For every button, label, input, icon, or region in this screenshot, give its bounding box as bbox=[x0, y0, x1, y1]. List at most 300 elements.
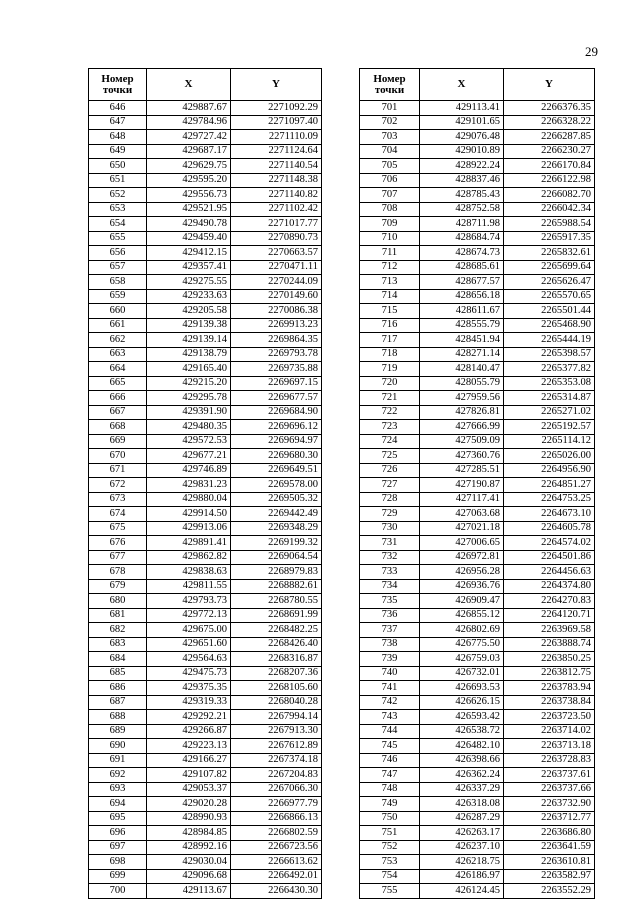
cell-y: 2270663.57 bbox=[231, 246, 322, 261]
table-row bbox=[360, 275, 595, 290]
cell-x: 426287.29 bbox=[420, 811, 504, 826]
cell-y: 2269694.97 bbox=[231, 434, 322, 449]
cell-x: 429914.50 bbox=[147, 507, 231, 522]
cell-y: 2267913.30 bbox=[231, 724, 322, 739]
cell-x: 428684.74 bbox=[420, 231, 504, 246]
table-row bbox=[89, 565, 322, 580]
cell-point-number: 690 bbox=[89, 739, 147, 754]
table-row bbox=[360, 695, 595, 710]
cell-y: 2267612.89 bbox=[231, 739, 322, 754]
cell-point-number: 698 bbox=[89, 855, 147, 870]
table-row bbox=[89, 507, 322, 522]
cell-y: 2267374.18 bbox=[231, 753, 322, 768]
cell-x: 428055.79 bbox=[420, 376, 504, 391]
table-row bbox=[360, 246, 595, 261]
cell-point-number: 739 bbox=[360, 652, 420, 667]
table-row bbox=[360, 753, 595, 768]
cell-point-number: 687 bbox=[89, 695, 147, 710]
cell-y: 2266977.79 bbox=[231, 797, 322, 812]
cell-y: 2271110.09 bbox=[231, 130, 322, 145]
cell-y: 2264956.90 bbox=[504, 463, 595, 478]
header-x: X bbox=[147, 69, 231, 101]
table-row bbox=[89, 695, 322, 710]
cell-point-number: 654 bbox=[89, 217, 147, 232]
cell-y: 2269680.30 bbox=[231, 449, 322, 464]
cell-point-number: 721 bbox=[360, 391, 420, 406]
table-row bbox=[89, 579, 322, 594]
table-row bbox=[89, 826, 322, 841]
cell-x: 426362.24 bbox=[420, 768, 504, 783]
cell-point-number: 725 bbox=[360, 449, 420, 464]
cell-x: 427063.68 bbox=[420, 507, 504, 522]
table-row bbox=[89, 202, 322, 217]
table-row bbox=[360, 202, 595, 217]
table-row bbox=[89, 159, 322, 174]
table-row bbox=[360, 492, 595, 507]
cell-x: 428752.58 bbox=[420, 202, 504, 217]
cell-point-number: 737 bbox=[360, 623, 420, 638]
cell-x: 428674.73 bbox=[420, 246, 504, 261]
cell-point-number: 752 bbox=[360, 840, 420, 855]
cell-x: 426124.45 bbox=[420, 884, 504, 899]
cell-x: 427021.18 bbox=[420, 521, 504, 536]
table-row bbox=[360, 333, 595, 348]
cell-y: 2264673.10 bbox=[504, 507, 595, 522]
cell-point-number: 717 bbox=[360, 333, 420, 348]
cell-y: 2271092.29 bbox=[231, 101, 322, 116]
cell-point-number: 658 bbox=[89, 275, 147, 290]
cell-y: 2264456.63 bbox=[504, 565, 595, 580]
table-row bbox=[89, 492, 322, 507]
table-row bbox=[360, 507, 595, 522]
cell-x: 429233.63 bbox=[147, 289, 231, 304]
cell-point-number: 742 bbox=[360, 695, 420, 710]
cell-y: 2269578.00 bbox=[231, 478, 322, 493]
table-row bbox=[360, 724, 595, 739]
cell-point-number: 732 bbox=[360, 550, 420, 565]
cell-x: 429010.89 bbox=[420, 144, 504, 159]
cell-x: 429139.14 bbox=[147, 333, 231, 348]
cell-y: 2269199.32 bbox=[231, 536, 322, 551]
table-row bbox=[360, 304, 595, 319]
table-row bbox=[89, 144, 322, 159]
cell-x: 428271.14 bbox=[420, 347, 504, 362]
cell-x: 429096.68 bbox=[147, 869, 231, 884]
cell-point-number: 678 bbox=[89, 565, 147, 580]
cell-y: 2264374.80 bbox=[504, 579, 595, 594]
cell-point-number: 669 bbox=[89, 434, 147, 449]
cell-x: 426237.10 bbox=[420, 840, 504, 855]
cell-y: 2269064.54 bbox=[231, 550, 322, 565]
table-row bbox=[89, 347, 322, 362]
cell-point-number: 709 bbox=[360, 217, 420, 232]
cell-x: 429687.17 bbox=[147, 144, 231, 159]
cell-y: 2267204.83 bbox=[231, 768, 322, 783]
cell-x: 429675.00 bbox=[147, 623, 231, 638]
table-row bbox=[360, 594, 595, 609]
cell-y: 2266287.85 bbox=[504, 130, 595, 145]
table-row bbox=[89, 739, 322, 754]
cell-y: 2265501.44 bbox=[504, 304, 595, 319]
cell-point-number: 714 bbox=[360, 289, 420, 304]
cell-y: 2271140.82 bbox=[231, 188, 322, 203]
table-row bbox=[89, 405, 322, 420]
table-row bbox=[360, 768, 595, 783]
cell-point-number: 659 bbox=[89, 289, 147, 304]
table-row bbox=[89, 434, 322, 449]
cell-x: 429651.60 bbox=[147, 637, 231, 652]
cell-y: 2264753.25 bbox=[504, 492, 595, 507]
cell-x: 426775.50 bbox=[420, 637, 504, 652]
cell-x: 429746.89 bbox=[147, 463, 231, 478]
cell-x: 429793.73 bbox=[147, 594, 231, 609]
cell-point-number: 716 bbox=[360, 318, 420, 333]
cell-point-number: 683 bbox=[89, 637, 147, 652]
cell-y: 2266122.98 bbox=[504, 173, 595, 188]
table-row bbox=[360, 420, 595, 435]
cell-x: 428140.47 bbox=[420, 362, 504, 377]
cell-point-number: 663 bbox=[89, 347, 147, 362]
cell-x: 428992.16 bbox=[147, 840, 231, 855]
table-row bbox=[89, 115, 322, 130]
cell-x: 426337.29 bbox=[420, 782, 504, 797]
cell-point-number: 686 bbox=[89, 681, 147, 696]
cell-x: 429887.67 bbox=[147, 101, 231, 116]
cell-y: 2268040.28 bbox=[231, 695, 322, 710]
cell-x: 427360.76 bbox=[420, 449, 504, 464]
table-row bbox=[89, 173, 322, 188]
cell-x: 427666.99 bbox=[420, 420, 504, 435]
cell-x: 429772.13 bbox=[147, 608, 231, 623]
table-row bbox=[89, 724, 322, 739]
table-row bbox=[89, 652, 322, 667]
cell-y: 2265832.61 bbox=[504, 246, 595, 261]
cell-y: 2266723.56 bbox=[231, 840, 322, 855]
cell-point-number: 673 bbox=[89, 492, 147, 507]
cell-x: 427826.81 bbox=[420, 405, 504, 420]
table-row bbox=[89, 637, 322, 652]
cell-y: 2266492.01 bbox=[231, 869, 322, 884]
table-row bbox=[360, 376, 595, 391]
cell-x: 429020.28 bbox=[147, 797, 231, 812]
cell-y: 2271102.42 bbox=[231, 202, 322, 217]
cell-point-number: 704 bbox=[360, 144, 420, 159]
cell-x: 426186.97 bbox=[420, 869, 504, 884]
table-row bbox=[89, 231, 322, 246]
cell-x: 429295.78 bbox=[147, 391, 231, 406]
cell-y: 2268207.36 bbox=[231, 666, 322, 681]
cell-point-number: 679 bbox=[89, 579, 147, 594]
cell-y: 2263713.18 bbox=[504, 739, 595, 754]
cell-x: 429113.41 bbox=[420, 101, 504, 116]
cell-x: 427117.41 bbox=[420, 492, 504, 507]
cell-y: 2269649.51 bbox=[231, 463, 322, 478]
table-row bbox=[360, 231, 595, 246]
cell-x: 426482.10 bbox=[420, 739, 504, 754]
table-row bbox=[89, 304, 322, 319]
cell-x: 426263.17 bbox=[420, 826, 504, 841]
cell-point-number: 661 bbox=[89, 318, 147, 333]
cell-point-number: 713 bbox=[360, 275, 420, 290]
cell-x: 426855.12 bbox=[420, 608, 504, 623]
cell-x: 429572.53 bbox=[147, 434, 231, 449]
cell-point-number: 684 bbox=[89, 652, 147, 667]
cell-y: 2263783.94 bbox=[504, 681, 595, 696]
cell-y: 2266042.34 bbox=[504, 202, 595, 217]
cell-y: 2266613.62 bbox=[231, 855, 322, 870]
cell-x: 429521.95 bbox=[147, 202, 231, 217]
table-row bbox=[89, 550, 322, 565]
cell-point-number: 676 bbox=[89, 536, 147, 551]
cell-point-number: 648 bbox=[89, 130, 147, 145]
cell-y: 2268691.99 bbox=[231, 608, 322, 623]
cell-point-number: 733 bbox=[360, 565, 420, 580]
table-row bbox=[89, 753, 322, 768]
cell-point-number: 668 bbox=[89, 420, 147, 435]
cell-y: 2264574.02 bbox=[504, 536, 595, 551]
table-row bbox=[360, 130, 595, 145]
table-row bbox=[89, 217, 322, 232]
cell-point-number: 728 bbox=[360, 492, 420, 507]
cell-point-number: 712 bbox=[360, 260, 420, 275]
cell-y: 2263888.74 bbox=[504, 637, 595, 652]
cell-x: 429459.40 bbox=[147, 231, 231, 246]
cell-point-number: 664 bbox=[89, 362, 147, 377]
cell-point-number: 697 bbox=[89, 840, 147, 855]
cell-x: 429166.27 bbox=[147, 753, 231, 768]
table-row bbox=[360, 579, 595, 594]
table-row bbox=[360, 101, 595, 116]
table-row bbox=[360, 318, 595, 333]
cell-x: 426626.15 bbox=[420, 695, 504, 710]
table-row bbox=[360, 521, 595, 536]
cell-point-number: 734 bbox=[360, 579, 420, 594]
cell-point-number: 681 bbox=[89, 608, 147, 623]
cell-x: 429595.20 bbox=[147, 173, 231, 188]
cell-x: 429053.37 bbox=[147, 782, 231, 797]
cell-y: 2263641.59 bbox=[504, 840, 595, 855]
cell-y: 2266230.27 bbox=[504, 144, 595, 159]
cell-y: 2268780.55 bbox=[231, 594, 322, 609]
cell-point-number: 743 bbox=[360, 710, 420, 725]
cell-y: 2266376.35 bbox=[504, 101, 595, 116]
table-row bbox=[360, 260, 595, 275]
cell-point-number: 745 bbox=[360, 739, 420, 754]
table-row bbox=[89, 855, 322, 870]
cell-x: 429880.04 bbox=[147, 492, 231, 507]
cell-x: 429784.96 bbox=[147, 115, 231, 130]
cell-x: 429556.73 bbox=[147, 188, 231, 203]
cell-y: 2263737.66 bbox=[504, 782, 595, 797]
cell-point-number: 670 bbox=[89, 449, 147, 464]
cell-point-number: 646 bbox=[89, 101, 147, 116]
cell-x: 429205.58 bbox=[147, 304, 231, 319]
cell-x: 429862.82 bbox=[147, 550, 231, 565]
cell-x: 428656.18 bbox=[420, 289, 504, 304]
cell-y: 2263723.50 bbox=[504, 710, 595, 725]
cell-y: 2271017.77 bbox=[231, 217, 322, 232]
table-row bbox=[89, 594, 322, 609]
table-row bbox=[89, 289, 322, 304]
table-row bbox=[89, 797, 322, 812]
cell-point-number: 666 bbox=[89, 391, 147, 406]
cell-y: 2263582.97 bbox=[504, 869, 595, 884]
cell-point-number: 740 bbox=[360, 666, 420, 681]
cell-y: 2263714.02 bbox=[504, 724, 595, 739]
cell-y: 2266802.59 bbox=[231, 826, 322, 841]
cell-x: 429165.40 bbox=[147, 362, 231, 377]
cell-x: 429677.21 bbox=[147, 449, 231, 464]
cell-x: 426909.47 bbox=[420, 594, 504, 609]
cell-y: 2264501.86 bbox=[504, 550, 595, 565]
cell-y: 2265468.90 bbox=[504, 318, 595, 333]
cell-point-number: 675 bbox=[89, 521, 147, 536]
cell-y: 2265988.54 bbox=[504, 217, 595, 232]
header-point-number: Номер точки bbox=[89, 69, 147, 101]
table-row bbox=[89, 260, 322, 275]
table-body-right bbox=[360, 101, 595, 899]
table-row bbox=[360, 797, 595, 812]
table-row bbox=[89, 101, 322, 116]
cell-y: 2267066.30 bbox=[231, 782, 322, 797]
table-row bbox=[89, 362, 322, 377]
cell-point-number: 699 bbox=[89, 869, 147, 884]
cell-x: 429475.73 bbox=[147, 666, 231, 681]
cell-y: 2269348.29 bbox=[231, 521, 322, 536]
cell-x: 429727.42 bbox=[147, 130, 231, 145]
table-row bbox=[89, 478, 322, 493]
cell-y: 2263732.90 bbox=[504, 797, 595, 812]
table-row bbox=[360, 869, 595, 884]
cell-x: 429292.21 bbox=[147, 710, 231, 725]
cell-x: 426972.81 bbox=[420, 550, 504, 565]
cell-point-number: 738 bbox=[360, 637, 420, 652]
table-row bbox=[360, 434, 595, 449]
table-row bbox=[89, 811, 322, 826]
table-row bbox=[89, 681, 322, 696]
cell-point-number: 691 bbox=[89, 753, 147, 768]
cell-y: 2270244.09 bbox=[231, 275, 322, 290]
cell-y: 2270086.38 bbox=[231, 304, 322, 319]
cell-point-number: 671 bbox=[89, 463, 147, 478]
cell-x: 426759.03 bbox=[420, 652, 504, 667]
table-row bbox=[89, 666, 322, 681]
cell-point-number: 674 bbox=[89, 507, 147, 522]
cell-point-number: 710 bbox=[360, 231, 420, 246]
cell-y: 2269677.57 bbox=[231, 391, 322, 406]
coordinates-table-right bbox=[359, 68, 595, 899]
table-row bbox=[89, 318, 322, 333]
table-body-left bbox=[89, 101, 322, 899]
cell-y: 2269697.15 bbox=[231, 376, 322, 391]
cell-x: 429891.41 bbox=[147, 536, 231, 551]
cell-y: 2263610.81 bbox=[504, 855, 595, 870]
table-row bbox=[360, 362, 595, 377]
table-row bbox=[360, 217, 595, 232]
table-row bbox=[360, 739, 595, 754]
cell-y: 2265917.35 bbox=[504, 231, 595, 246]
cell-y: 2269735.88 bbox=[231, 362, 322, 377]
cell-x: 427190.87 bbox=[420, 478, 504, 493]
cell-x: 426802.69 bbox=[420, 623, 504, 638]
cell-y: 2263969.58 bbox=[504, 623, 595, 638]
cell-x: 429391.90 bbox=[147, 405, 231, 420]
cell-point-number: 718 bbox=[360, 347, 420, 362]
cell-point-number: 685 bbox=[89, 666, 147, 681]
cell-x: 428677.57 bbox=[420, 275, 504, 290]
cell-x: 426318.08 bbox=[420, 797, 504, 812]
cell-y: 2269505.32 bbox=[231, 492, 322, 507]
cell-point-number: 722 bbox=[360, 405, 420, 420]
cell-point-number: 693 bbox=[89, 782, 147, 797]
cell-y: 2268105.60 bbox=[231, 681, 322, 696]
table-header-row bbox=[89, 69, 322, 101]
cell-x: 426956.28 bbox=[420, 565, 504, 580]
cell-x: 426593.42 bbox=[420, 710, 504, 725]
table-row bbox=[89, 521, 322, 536]
cell-point-number: 736 bbox=[360, 608, 420, 623]
cell-point-number: 755 bbox=[360, 884, 420, 899]
cell-point-number: 662 bbox=[89, 333, 147, 348]
cell-x: 429564.63 bbox=[147, 652, 231, 667]
table-row bbox=[360, 159, 595, 174]
table-row bbox=[360, 855, 595, 870]
cell-y: 2264120.71 bbox=[504, 608, 595, 623]
cell-y: 2269793.78 bbox=[231, 347, 322, 362]
cell-y: 2268316.87 bbox=[231, 652, 322, 667]
cell-x: 429030.04 bbox=[147, 855, 231, 870]
table-row bbox=[89, 623, 322, 638]
cell-point-number: 647 bbox=[89, 115, 147, 130]
cell-x: 429223.13 bbox=[147, 739, 231, 754]
cell-point-number: 741 bbox=[360, 681, 420, 696]
cell-x: 429811.55 bbox=[147, 579, 231, 594]
table-row bbox=[360, 840, 595, 855]
cell-point-number: 692 bbox=[89, 768, 147, 783]
table-row bbox=[89, 782, 322, 797]
cell-point-number: 748 bbox=[360, 782, 420, 797]
table-row bbox=[89, 246, 322, 261]
cell-y: 2270890.73 bbox=[231, 231, 322, 246]
cell-point-number: 720 bbox=[360, 376, 420, 391]
cell-point-number: 705 bbox=[360, 159, 420, 174]
header-x: X bbox=[420, 69, 504, 101]
cell-x: 429113.67 bbox=[147, 884, 231, 899]
table-row bbox=[89, 275, 322, 290]
cell-y: 2268979.83 bbox=[231, 565, 322, 580]
table-row bbox=[360, 391, 595, 406]
cell-y: 2269913.23 bbox=[231, 318, 322, 333]
cell-y: 2265271.02 bbox=[504, 405, 595, 420]
cell-x: 429275.55 bbox=[147, 275, 231, 290]
table-row bbox=[360, 478, 595, 493]
table-row bbox=[89, 420, 322, 435]
cell-x: 427285.51 bbox=[420, 463, 504, 478]
cell-y: 2263686.80 bbox=[504, 826, 595, 841]
cell-point-number: 702 bbox=[360, 115, 420, 130]
cell-point-number: 682 bbox=[89, 623, 147, 638]
cell-point-number: 688 bbox=[89, 710, 147, 725]
table-row bbox=[360, 347, 595, 362]
header-point-number: Номер точки bbox=[360, 69, 420, 101]
table-row bbox=[360, 782, 595, 797]
cell-point-number: 660 bbox=[89, 304, 147, 319]
cell-y: 2269864.35 bbox=[231, 333, 322, 348]
table-row bbox=[360, 449, 595, 464]
table-row bbox=[89, 333, 322, 348]
table-row bbox=[360, 173, 595, 188]
cell-point-number: 750 bbox=[360, 811, 420, 826]
